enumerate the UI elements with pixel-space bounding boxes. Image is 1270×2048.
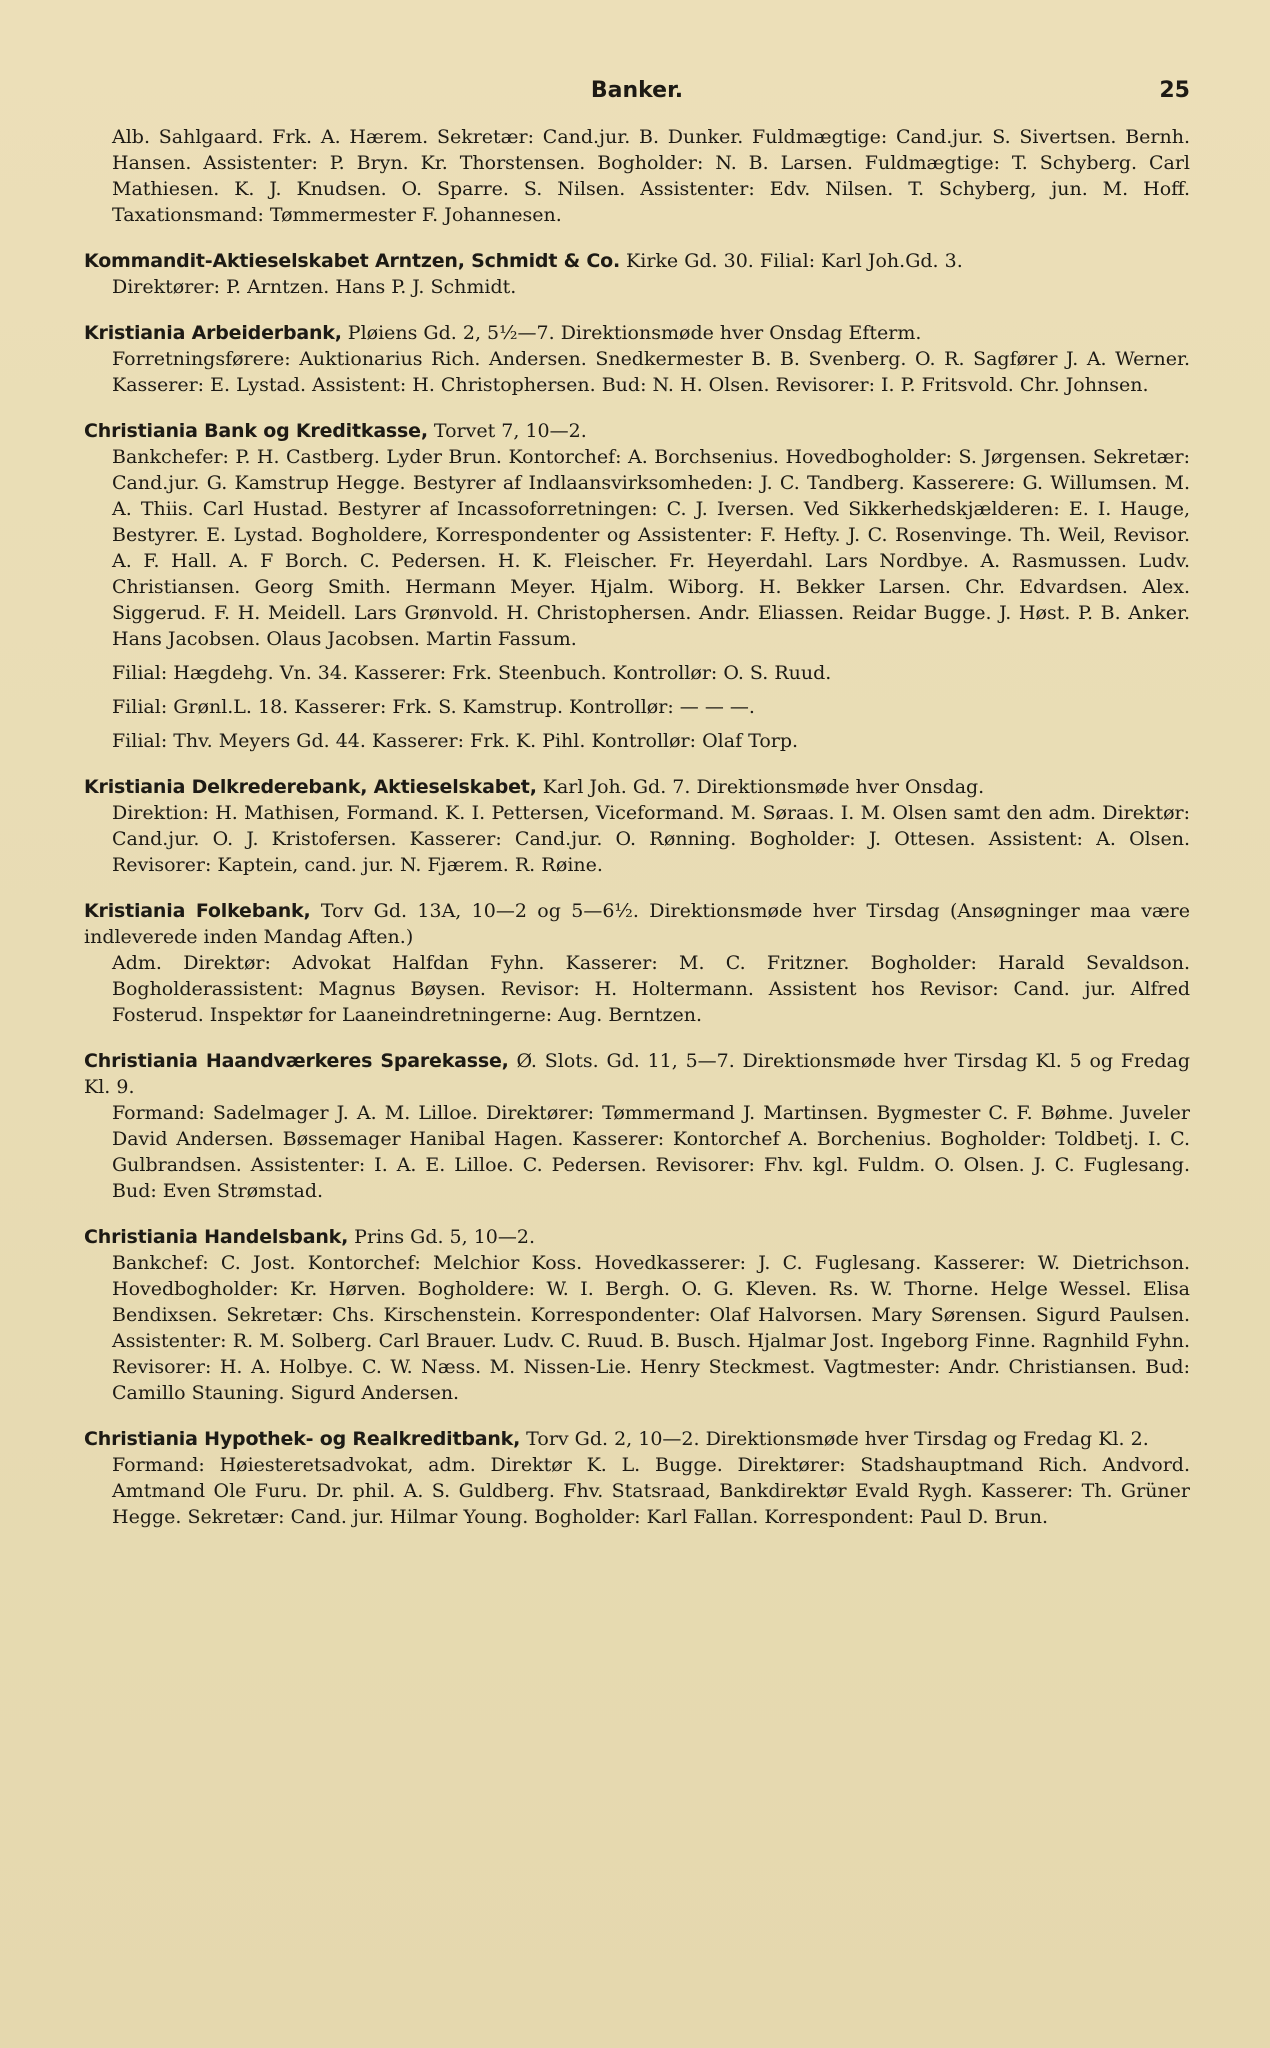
entry-arbeiderbank <box>84 320 1190 398</box>
bank-name: Christiania Haandværkeres Sparekasse, <box>84 1050 509 1072</box>
entry-heading <box>84 898 1190 950</box>
entry-details: Torv Gd. 13A, 10—2 og 5—6½. Direktionsmøde hver Tirsdag (Ansøgninger maa være indleverede inden Mandag Aften.) <box>84 900 1191 948</box>
entry-heading <box>84 248 1190 274</box>
entry-body: Direktører: P. Arntzen. Hans P. J. Schmidt. <box>112 276 517 298</box>
entry-body: Direktion: H. Mathisen, Formand. K. I. Pettersen, Viceformand. M. Søraas. I. M. Olsen samt den adm. Direktør: Cand.jur. O. J. Kristofersen. Kasserer: Cand.jur. O. Rønning. Bogholder: J. Ottesen. Assistent: A. Olsen. Revisorer: Kaptein, cand. jur. N. Fjærem. R. Røine. <box>112 802 1190 876</box>
bank-name: Christiania Bank og Kreditkasse, <box>84 420 428 442</box>
entry-body: Forretningsførere: Auktionarius Rich. Andersen. Snedkermester B. B. Svenberg. O. R. Sagfører J. A. Werner. Kasserer: E. Lystad. Assistent: H. Christophersen. Bud: N. H. Olsen. Revisorer: I. P. Fritsvold. Chr. Johnsen. <box>112 348 1190 396</box>
running-head: Banker. <box>590 78 684 103</box>
entry-hypothek-realkreditbank <box>84 1426 1190 1530</box>
entry-heading <box>84 1224 1190 1250</box>
entry-details: Pløiens Gd. 2, 5½—7. Direktionsmøde hver Onsdag Efterm. <box>341 322 922 344</box>
entry-filial: Filial: Thv. Meyers Gd. 44. Kasserer: Frk. K. Pihl. Kontrollør: Olaf Torp. <box>112 730 799 752</box>
entry-details: Karl Joh. Gd. 7. Direktionsmøde hver Onsdag. <box>536 776 985 798</box>
entry-heading <box>84 774 1190 800</box>
entry-heading <box>84 1426 1190 1452</box>
entry-body: Formand: Sadelmager J. A. M. Lilloe. Direktører: Tømmermand J. Martinsen. Bygmester C. F. Bøhme. Juveler David Andersen. Bøssemager Hanibal Hagen. Kasserer: Kontorchef A. Borchenius. Bogholder: Toldbetj. I. C. Gulbrandsen. Assistenter: I. A. E. Lilloe. C. Pedersen. Revisorer: Fhv. kgl. Fuldm. O. Olsen. J. C. Fuglesang. Bud: Even Strømstad. <box>112 1102 1190 1202</box>
entry-folkebank <box>84 898 1190 1028</box>
entry-body: Adm. Direktør: Advokat Halfdan Fyhn. Kasserer: M. C. Fritzner. Bogholder: Harald Sevaldson. Bogholderassistent: Magnus Bøysen. Revisor: H. Holtermann. Assistent hos Revisor: Cand. jur. Alfred Fosterud. Inspektør for Laaneindretningerne: Aug. Berntzen. <box>112 952 1190 1026</box>
bank-name: Christiania Handelsbank, <box>84 1226 349 1248</box>
entry-details: Torvet 7, 10—2. <box>427 420 587 442</box>
bank-name: Kristiania Arbeiderbank, <box>84 322 342 344</box>
page-number: 25 <box>1159 78 1190 103</box>
entry-filial: Filial: Grønl.L. 18. Kasserer: Frk. S. Kamstrup. Kontrollør: — — —. <box>112 696 755 718</box>
entry-details: Prins Gd. 5, 10—2. <box>348 1226 536 1248</box>
entry-heading <box>84 1048 1190 1100</box>
entry-body: Bankchefer: P. H. Castberg. Lyder Brun. Kontorchef: A. Borchsenius. Hovedbogholder: S. Jørgensen. Sekretær: Cand.jur. G. Kamstrup Hegge. Bestyrer af Indlaansvirksomheden: J. C. Tandberg. Kasserere: G. Willumsen. M. A. Thiis. Carl Hustad. Bestyrer af Incassoforretningen: C. J. Iversen. Ved Sikkerhedskjælderen: E. I. Hauge, Bestyrer. E. Lystad. Bogholdere, Korrespondenter og Assistenter: F. Hefty. J. C. Rosenvinge. Th. Weil, Revisor. A. F. Hall. A. F Borch. C. Pedersen. H. K. Fleischer. Fr. Heyerdahl. Lars Nordbye. A. Rasmussen. Ludv. Christiansen. Georg Smith. Hermann Meyer. Hjalm. Wiborg. H. Bekker Larsen. Chr. Edvardsen. Alex. Siggerud. F. H. Meidell. Lars Grønvold. H. Christophersen. Andr. Eliassen. Reidar Bugge. J. Høst. P. B. Anker. Hans Jacobsen. Olaus Jacobsen. Martin Fassum. <box>112 446 1190 650</box>
entry-handelsbank <box>84 1224 1190 1406</box>
entry-body: Alb. Sahlgaard. Frk. A. Hærem. Sekretær: Cand.jur. B. Dunker. Fuldmægtige: Cand.jur. S. Sivertsen. Bernh. Hansen. Assistenter: P. Bryn. Kr. Thorstensen. Bogholder: N. B. Larsen. Fuldmægtige: T. Schyberg. Carl Mathiesen. K. J. Knudsen. O. Sparre. S. Nilsen. Assistenter: Edv. Nilsen. T. Schyberg, jun. M. Hoff. Taxationsmand: Tømmermester F. Johannesen. <box>112 126 1190 226</box>
bank-name: Christiania Hypothek- og Realkreditbank, <box>84 1428 521 1450</box>
bank-name: Kristiania Delkrederebank, Aktieselskabet, <box>84 776 537 798</box>
entry-details: Ø. Slots. Gd. 11, 5—7. Direktionsmøde hver Tirsdag Kl. 5 og Fredag Kl. 9. <box>84 1050 1190 1098</box>
bank-name: Kommandit-Aktieselskabet Arntzen, Schmidt & Co. <box>84 250 621 272</box>
entry-continuation <box>84 124 1190 228</box>
entry-details: Torv Gd. 2, 10—2. Direktionsmøde hver Tirsdag og Fredag Kl. 2. <box>520 1428 1149 1450</box>
entry-details: Kirke Gd. 30. Filial: Karl Joh.Gd. 3. <box>620 250 963 272</box>
entry-body: Bankchef: C. Jost. Kontorchef: Melchior Koss. Hovedkasserer: J. C. Fuglesang. Kasserer: W. Dietrichson. Hovedbogholder: Kr. Hørven. Bogholdere: W. I. Bergh. O. G. Kleven. Rs. W. Thorne. Helge Wessel. Elisa Bendixsen. Sekretær: Chs. Kirschenstein. Korrespondenter: Olaf Halvorsen. Mary Sørensen. Sigurd Paulsen. Assistenter: R. M. Solberg. Carl Brauer. Ludv. C. Ruud. B. Busch. Hjalmar Jost. Ingeborg Finne. Ragnhild Fyhn. Revisorer: H. A. Holbye. C. W. Næss. M. Nissen-Lie. Henry Steckmest. Vagtmester: Andr. Christiansen. Bud: Camillo Stauning. Sigurd Andersen. <box>112 1252 1190 1404</box>
entry-haandvaerkeres-sparekasse <box>84 1048 1190 1204</box>
bank-name: Kristiania Folkebank, <box>84 900 311 922</box>
entry-delkrederebank <box>84 774 1190 878</box>
entry-filial: Filial: Hægdehg. Vn. 34. Kasserer: Frk. Steenbuch. Kontrollør: O. S. Ruud. <box>112 662 832 684</box>
entry-arntzen-schmidt <box>84 248 1190 300</box>
entry-heading <box>84 320 1190 346</box>
entry-body: Formand: Høiesteretsadvokat, adm. Direktør K. L. Bugge. Direktører: Stadshauptmand Rich. Andvord. Amtmand Ole Furu. Dr. phil. A. S. Guldberg. Fhv. Statsraad, Bankdirektør Evald Rygh. Kasserer: Th. Grüner Hegge. Sekretær: Cand. jur. Hilmar Young. Bogholder: Karl Fallan. Korrespondent: Paul D. Brun. <box>112 1454 1190 1528</box>
page-header <box>84 78 1190 124</box>
entry-bank-og-kreditkasse <box>84 418 1190 754</box>
entry-heading <box>84 418 1190 444</box>
